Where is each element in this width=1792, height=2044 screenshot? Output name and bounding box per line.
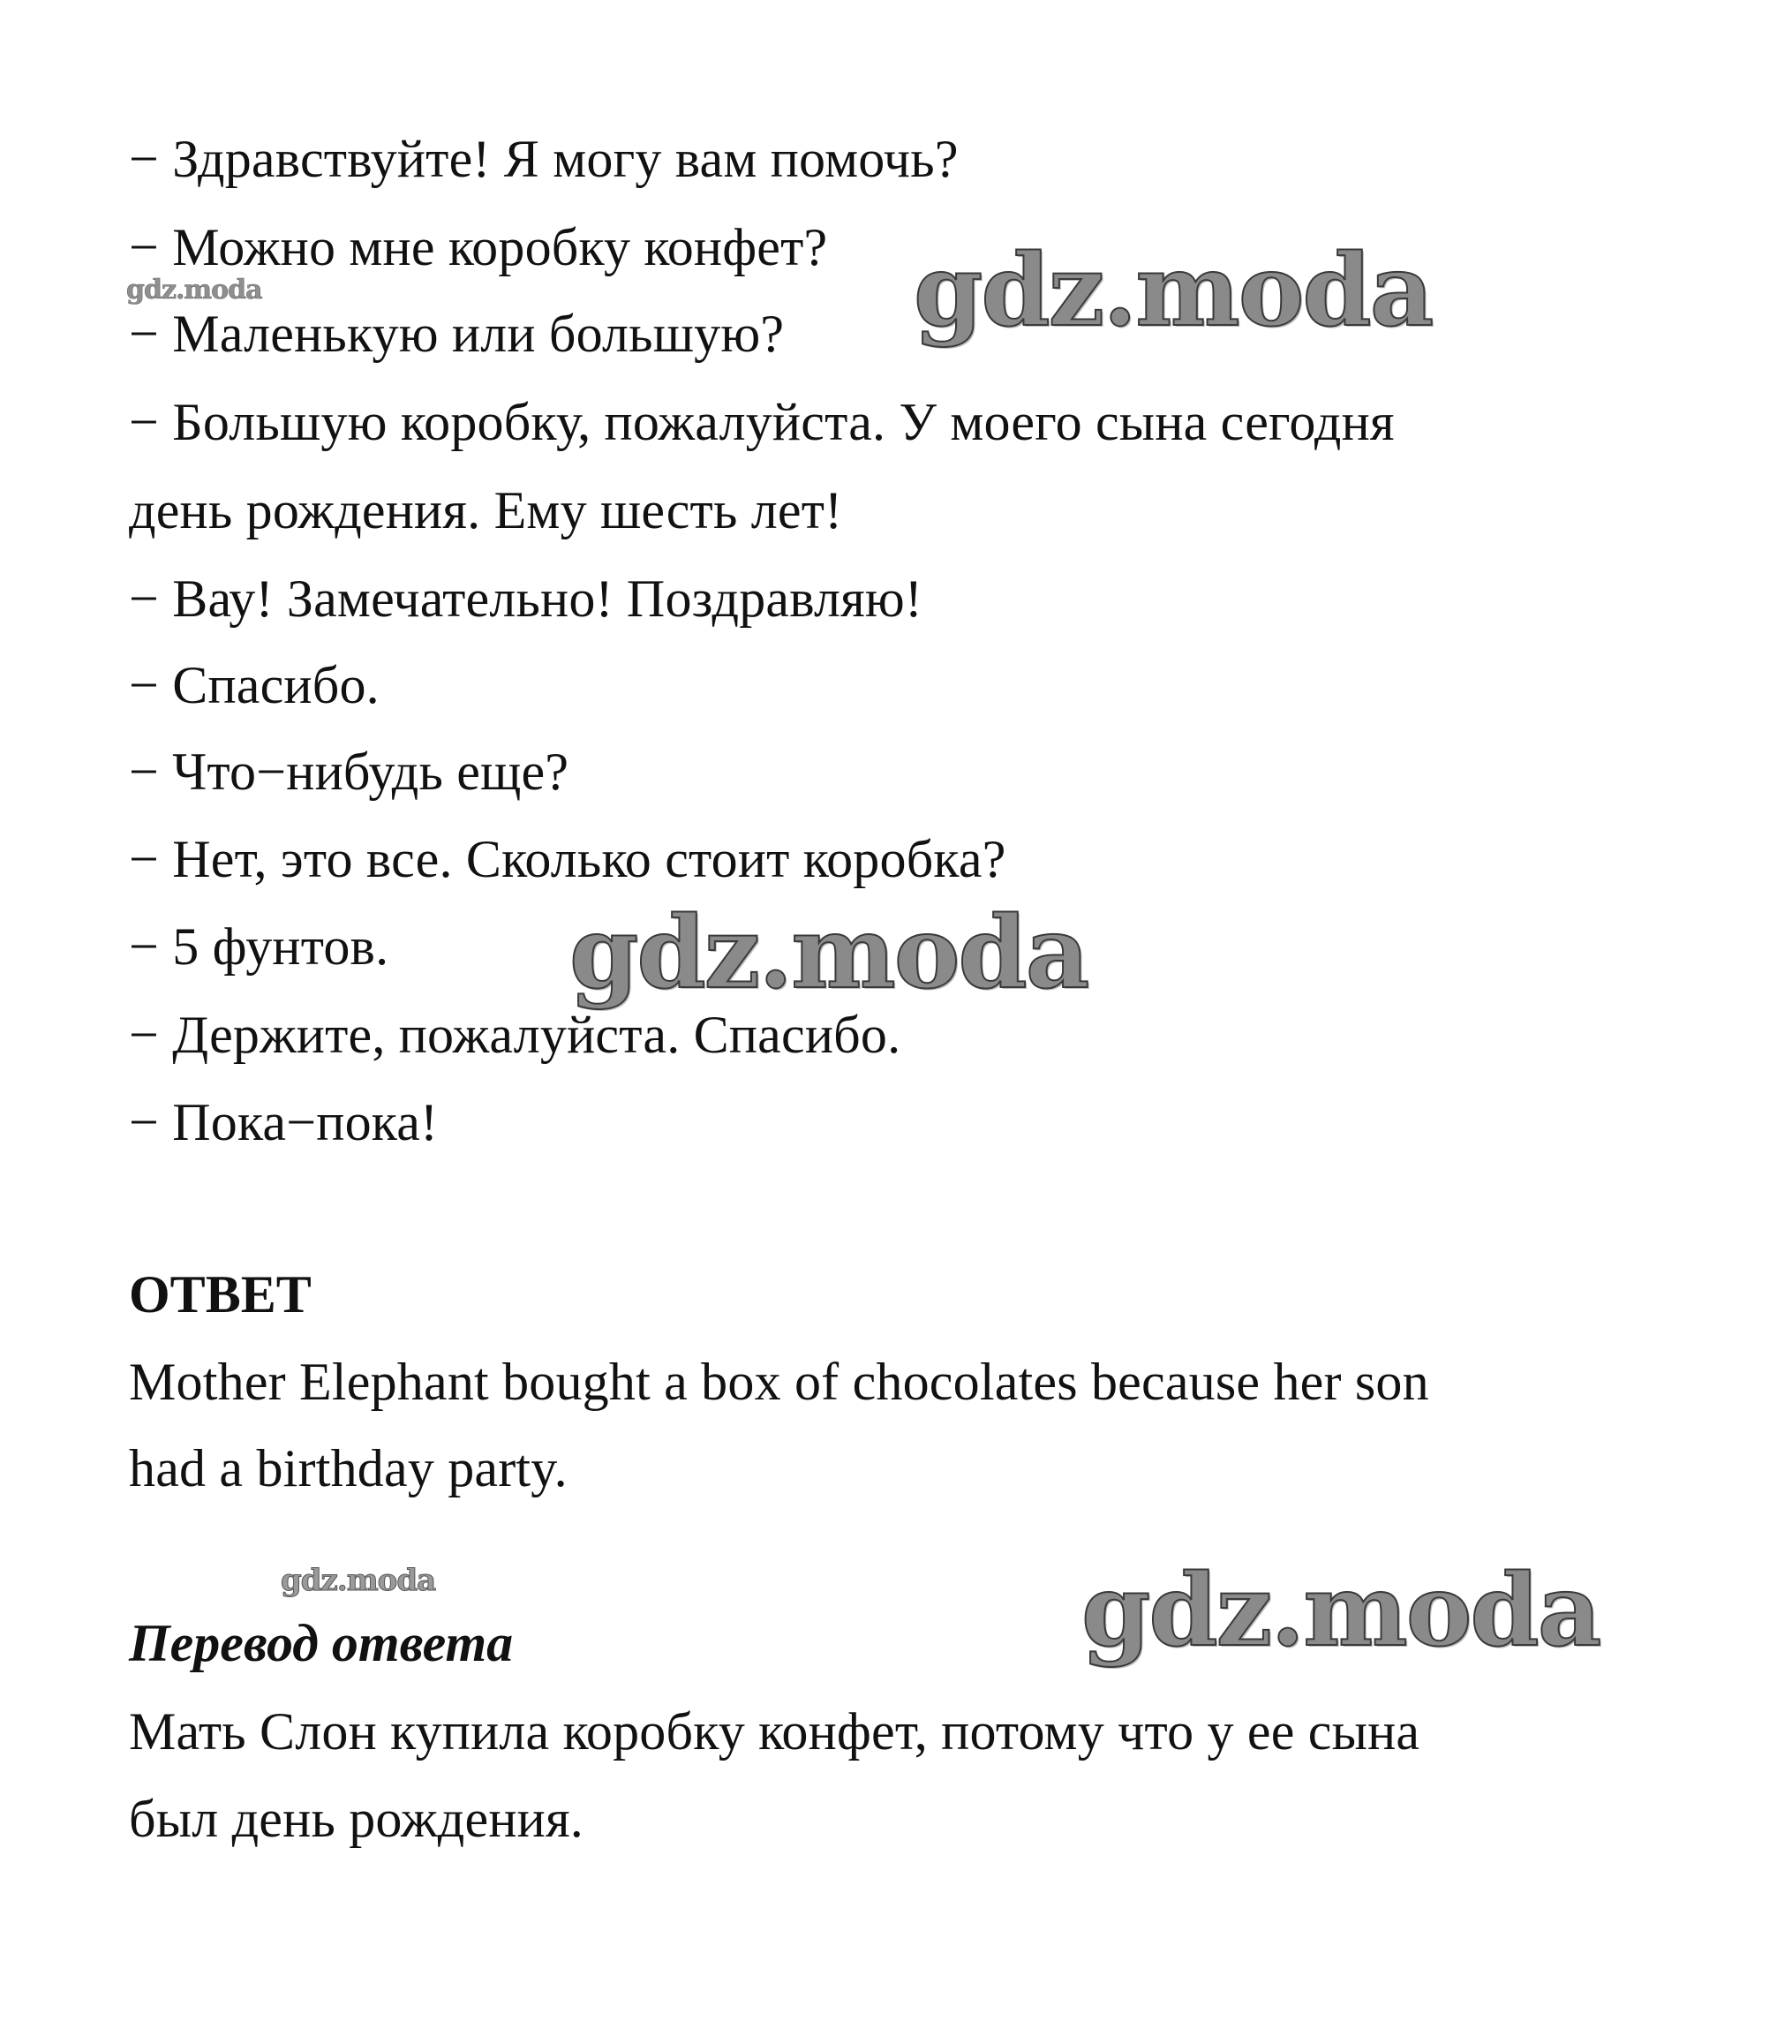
translation-line: был день рождения. [129, 1790, 584, 1848]
watermark: gdz.moda [281, 1563, 436, 1598]
translation-line: Мать Слон купила коробку конфет, потому что у ее сына [129, 1702, 1420, 1761]
answer-line: Mother Elephant bought a box of chocolates because her son [129, 1353, 1429, 1411]
watermark: gdz.moda [569, 895, 1088, 1011]
dialogue-line: − Маленькую или большую? [129, 305, 785, 363]
dialogue-line: − Вау! Замечательно! Поздравляю! [129, 569, 923, 628]
answer-line: had a birthday party. [129, 1439, 568, 1497]
dialogue-line: − Держите, пожалуйста. Спасибо. [129, 1006, 901, 1064]
dialogue-line: − Здравствуйте! Я могу вам помочь? [129, 130, 959, 188]
dialogue-line: − Пока−пока! [129, 1093, 439, 1151]
dialogue-line: − 5 фунтов. [129, 917, 389, 976]
translation-heading: Перевод ответа [129, 1614, 514, 1672]
dialogue-line: день рождения. Ему шесть лет! [129, 481, 843, 539]
dialogue-line: − Нет, это все. Сколько стоит коробка? [129, 830, 1006, 888]
answer-heading: ОТВЕТ [129, 1265, 312, 1324]
dialogue-line: − Что−нибудь еще? [129, 743, 569, 801]
dialogue-line: − Большую коробку, пожалуйста. У моего сына сегодня [129, 393, 1395, 451]
dialogue-line: − Спасибо. [129, 656, 380, 714]
watermark: gdz.moda [1081, 1553, 1600, 1669]
dialogue-line: − Можно мне коробку конфет? [129, 218, 828, 276]
watermark: gdz.moda [914, 233, 1433, 349]
watermark: gdz.moda [126, 275, 262, 305]
